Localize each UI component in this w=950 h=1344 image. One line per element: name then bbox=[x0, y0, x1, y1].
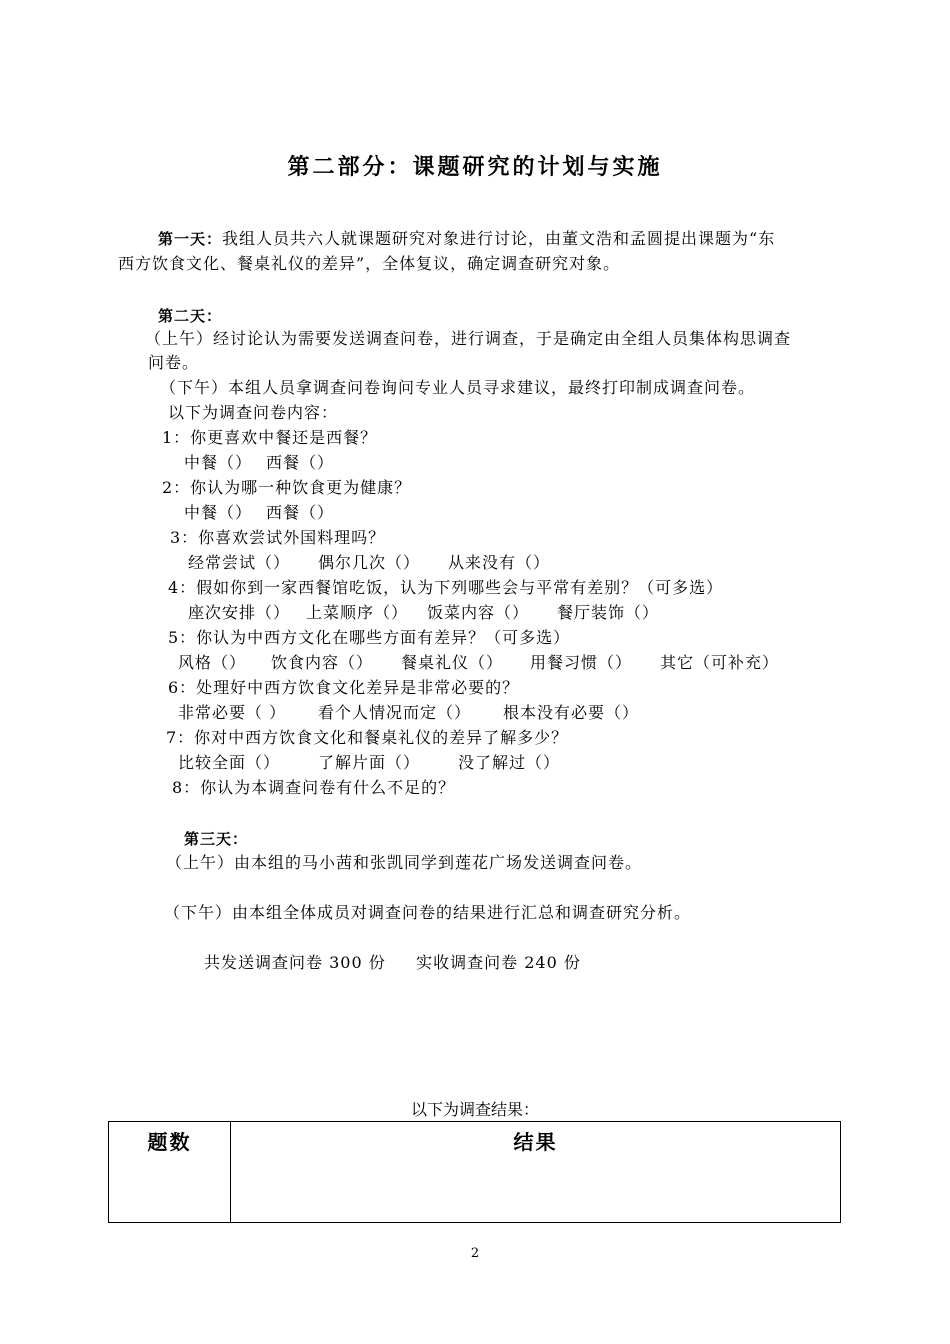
question-6-option-3: 根本没有必要（） bbox=[503, 703, 640, 722]
question-5-option-2: 饮食内容（） bbox=[271, 653, 374, 672]
questionnaire-intro: 以下为调查问卷内容： bbox=[168, 403, 339, 422]
day1-line2: 西方饮食文化、餐桌礼仪的差异”，全体复议，确定调查研究对象。 bbox=[118, 254, 621, 273]
question-3-option-2: 偶尔几次（） bbox=[318, 553, 421, 572]
day2-morning-line1: （上午）经讨论认为需要发送调查问卷，进行调查，于是确定由全组人员集体构思调查 bbox=[145, 329, 792, 348]
day2-morning-line2: 问卷。 bbox=[148, 353, 200, 372]
survey-statistics: 共发送调查问卷 300 份 实收调查问卷 240 份 bbox=[204, 953, 581, 972]
question-2-option-2: 西餐（） bbox=[266, 503, 335, 522]
question-4-option-1: 座次安排（） bbox=[188, 603, 291, 622]
question-4-option-2: 上菜顺序（） bbox=[306, 603, 409, 622]
results-table bbox=[108, 1121, 841, 1223]
table-row bbox=[109, 1122, 841, 1223]
day3-afternoon: （下午）由本组全体成员对调查问卷的结果进行汇总和调查研究分析。 bbox=[164, 903, 692, 922]
question-2: 2：你认为哪一种饮食更为健康？ bbox=[162, 478, 412, 497]
results-column-number: 题数 bbox=[109, 1122, 231, 1223]
question-1-option-2: 西餐（） bbox=[266, 453, 335, 472]
question-5: 5：你认为中西方文化在哪些方面有差异？（可多选） bbox=[168, 628, 571, 647]
question-7-option-2: 了解片面（） bbox=[318, 753, 421, 772]
day1-label: 第一天： bbox=[158, 230, 223, 248]
question-8: 8：你认为本调查问卷有什么不足的？ bbox=[172, 778, 456, 797]
question-6-option-2: 看个人情况而定（） bbox=[318, 703, 472, 722]
page-number: 2 bbox=[470, 1246, 480, 1261]
page-title: 第二部分：课题研究的计划与实施 bbox=[287, 154, 663, 180]
question-5-option-5: 其它（可补充） bbox=[660, 653, 780, 672]
day3-label: 第三天： bbox=[184, 830, 249, 848]
day2-afternoon: （下午）本组人员拿调查问卷询问专业人员寻求建议，最终打印制成调查问卷。 bbox=[160, 378, 756, 397]
question-6: 6：处理好中西方饮食文化差异是非常必要的？ bbox=[168, 678, 520, 697]
question-2-option-1: 中餐（） bbox=[184, 503, 253, 522]
question-5-option-1: 风格（） bbox=[178, 653, 247, 672]
question-3-option-3: 从来没有（） bbox=[448, 553, 551, 572]
results-caption: 以下为调查结果： bbox=[410, 1100, 539, 1119]
question-4-option-4: 餐厅装饰（） bbox=[557, 603, 660, 622]
question-4-option-3: 饭菜内容（） bbox=[427, 603, 530, 622]
question-3-option-1: 经常尝试（） bbox=[188, 553, 291, 572]
question-4: 4：假如你到一家西餐馆吃饭，认为下列哪些会与平常有差别？（可多选） bbox=[168, 578, 724, 597]
question-5-option-3: 餐桌礼仪（） bbox=[401, 653, 504, 672]
day1-line1: 我组人员共六人就课题研究对象进行讨论，由董文浩和孟圆提出课题为“东 bbox=[222, 229, 776, 248]
question-1: 1：你更喜欢中餐还是西餐？ bbox=[162, 428, 378, 447]
day2-label: 第二天： bbox=[158, 307, 223, 325]
question-3: 3：你喜欢尝试外国料理吗？ bbox=[170, 528, 386, 547]
question-7-option-3: 没了解过（） bbox=[458, 753, 561, 772]
day3-morning: （上午）由本组的马小茜和张凯同学到莲花广场发送调查问卷。 bbox=[166, 853, 643, 872]
question-7: 7：你对中西方饮食文化和餐桌礼仪的差异了解多少？ bbox=[166, 728, 569, 747]
question-6-option-1: 非常必要（ ） bbox=[178, 703, 287, 722]
question-7-option-1: 比较全面（） bbox=[178, 753, 281, 772]
question-1-option-1: 中餐（） bbox=[184, 453, 253, 472]
question-5-option-4: 用餐习惯（） bbox=[530, 653, 633, 672]
results-column-result: 结果 bbox=[231, 1122, 841, 1223]
day1-paragraph bbox=[158, 228, 775, 250]
